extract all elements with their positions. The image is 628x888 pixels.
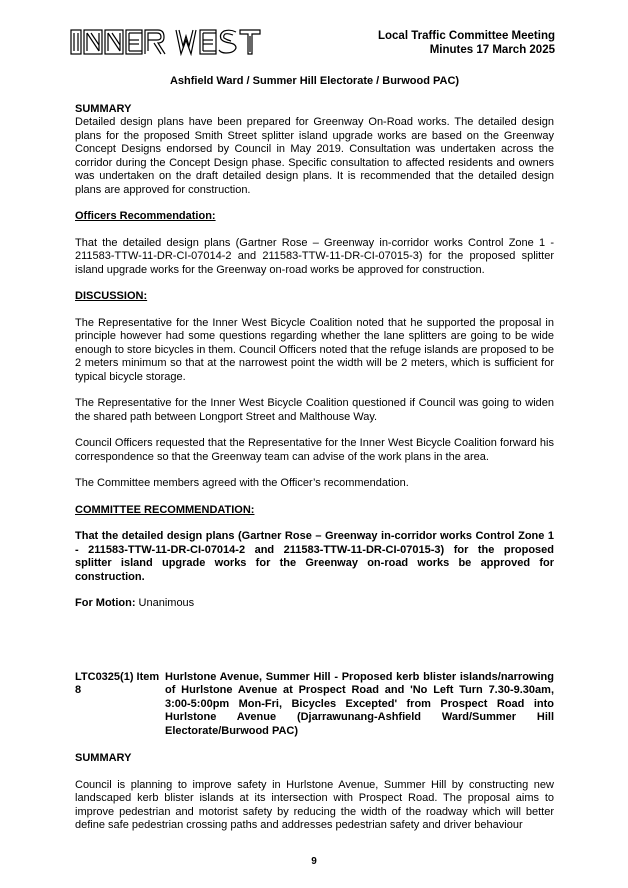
- agenda-item: [75, 671, 554, 739]
- document-body: [75, 75, 554, 833]
- committee-recommendation-heading: COMMITTEE RECOMMENDATION:: [75, 503, 255, 516]
- discussion-heading: DISCUSSION:: [75, 290, 148, 302]
- item-title: Hurlstone Avenue, Summer Hill - Proposed kerb blister islands/narrowing of Hurlstone Avenue at Prospect Road and 'No Left Turn 7.30-9.30am, 3:00-5:00pm Mon-Fri, Bicycles Excepted' from Prospect Road into Hurlstone Avenue (Djarrawunang-Ashfield Ward/Summer Hill Electorate/Burwood PAC): [165, 670, 554, 737]
- summary-heading-2: SUMMARY: [75, 752, 132, 764]
- motion-label: For Motion:: [75, 597, 136, 609]
- discussion-paragraph: The Representative for the Inner West Bicycle Coalition noted that he supported the proposal in principle however had some questions regarding whether the lane splitters are going to be wide enough to store bicycles in them. Council Officers noted that the refuge islands are proposed to be 2 meters minimum so that at the narrowest point the width will be 2 meters, which is sufficient for typical bicycle storage.: [75, 316, 554, 383]
- page-header: [378, 29, 555, 57]
- item-code: LTC0325(1) Item 8: [75, 670, 160, 696]
- discussion-paragraph: Council Officers requested that the Representative for the Inner West Bicycle Coalition forward his correspondence so that the Greenway team can advise of the work plans in the area.: [75, 437, 554, 463]
- officers-recommendation-heading: Officers Recommendation:: [75, 210, 216, 222]
- motion-line: [75, 597, 554, 611]
- ward-line: Ashfield Ward / Summer Hill Electorate / Burwood PAC): [169, 75, 460, 87]
- page-number: 9: [311, 856, 317, 867]
- minutes-date: Minutes 17 March 2025: [429, 44, 555, 56]
- summary-heading: SUMMARY: [75, 102, 132, 115]
- committee-recommendation-text: That the detailed design plans (Gartner Rose – Greenway in-corridor works Control Zone 1 - 211583-TTW-11-DR-CI-07014-2 and 211583-TTW-11-DR-CI-07015-3) for the proposed splitter island upgrade works for the Greenway on-road works be approved for construction.: [75, 530, 554, 583]
- summary-text-2: Council is planning to improve safety in Hurlstone Avenue, Summer Hill by constructing new landscaped kerb blister islands at its intersection with Prospect Road. The proposal aims to improve pedestrian and motorist safety by reducing the width of the roadway which will better define safe pedestrian crossing paths and addresses pedestrian safety and driver behaviour: [75, 778, 554, 831]
- discussion-paragraph: The Representative for the Inner West Bicycle Coalition questioned if Council was going to widen the shared path between Longport Street and Malthouse Way.: [75, 397, 554, 423]
- summary-text: Detailed design plans have been prepared for Greenway On-Road works. The detailed design plans for the proposed Smith Street splitter island upgrade works are based on the Greenway Concept Designs endorsed by Council in May 2019. Consultation was undertaken across the corridor during the Concept Design phase. Specific consultation to affected residents and owners was undertaken on the draft detailed design plans. It is recommended that the detailed design plans are approved for construction.: [75, 116, 554, 196]
- officers-recommendation-text: That the detailed design plans (Gartner Rose – Greenway in-corridor works Control Zone 1 - 211583-TTW-11-DR-CI-07014-2 and 211583-TTW-11-DR-CI-07015-3) for the proposed splitter island upgrade works for the Greenway on-road works be approved for construction.: [75, 236, 554, 276]
- meeting-title: Local Traffic Committee Meeting: [377, 30, 555, 42]
- motion-value: Unanimous: [135, 597, 195, 609]
- discussion-paragraph: The Committee members agreed with the Officer’s recommendation.: [75, 477, 409, 489]
- inner-west-logo: [70, 28, 270, 56]
